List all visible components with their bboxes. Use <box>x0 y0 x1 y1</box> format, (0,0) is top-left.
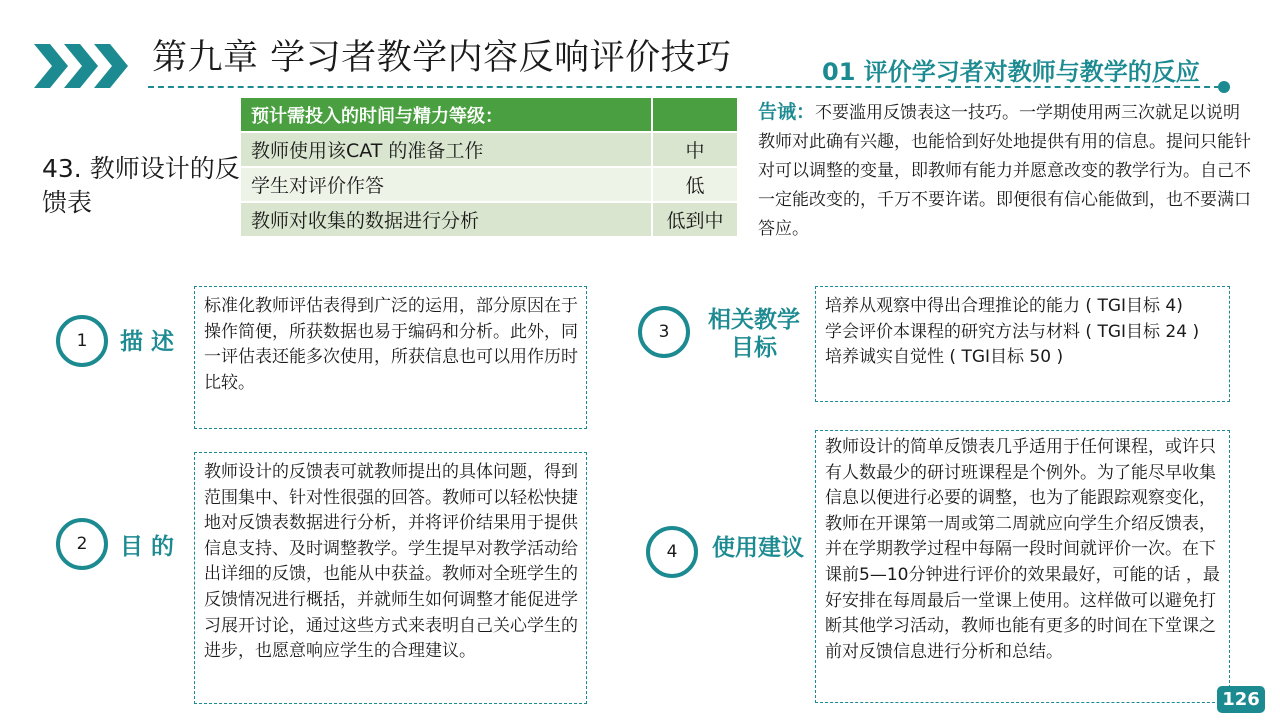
section-1-description-box: 标准化教师评估表得到广泛的运用，部分原因在于操作简便，所获数据也易于编码和分析。此外，同一评估表还能多次使用，所获信息也可以用作历时比较。 <box>194 286 587 429</box>
page-title: 第九章 学习者教学内容反响评价技巧 <box>152 38 732 78</box>
table-cell-level: 低 <box>652 167 738 202</box>
section-4-number: 4 <box>646 526 698 578</box>
table-cell-task: 教师使用该CAT 的准备工作 <box>240 132 652 167</box>
table-cell-task: 学生对评价作答 <box>240 167 652 202</box>
table-header-row <box>240 97 738 132</box>
table-cell-level: 低到中 <box>652 202 738 237</box>
section-4-usage-box: 教师设计的简单反馈表几乎适用于任何课程，或许只有人数最少的研讨班课程是个例外。为了能尽早收集信息以便进行必要的调整，也为了能跟踪观察变化，教师在开课第一周或第二周就应向学生介绍反馈表，并在学期教学过程中每隔一段时间就评价一次。在下课前5—10分钟进行评价的效果最好，可能的话 ，最好安排在每周最后一堂课上使用。这样做可以避免打断其他学习活动，教师也能有更多的时间在下堂课之前对反馈信息进行分析和总结。 <box>815 430 1230 703</box>
goal-item: 培养从观察中得出合理推论的能力 ( TGI目标 4) <box>825 296 1183 316</box>
section-1-label: 描 述 <box>120 329 175 355</box>
section-3-label <box>700 306 808 362</box>
page-number: 126 <box>1217 686 1265 713</box>
table-row <box>240 132 738 167</box>
table-cell-level: 中 <box>652 132 738 167</box>
triple-chevron-icon <box>34 44 130 88</box>
section-title: 01 评价学习者对教师与教学的反应 <box>822 58 1200 86</box>
effort-table <box>239 96 739 238</box>
goal-item: 培养诚实自觉性 ( TGI目标 50 ) <box>825 347 1064 368</box>
table-cell-task: 教师对收集的数据进行分析 <box>240 202 652 237</box>
section-3-label-line2: 目标 <box>731 335 777 361</box>
section-3-goals-box <box>815 286 1230 402</box>
section-2-purpose-box: 教师设计的反馈表可就教师提出的具体问题，得到范围集中、针对性很强的回答。教师可以轻松快捷地对反馈表数据进行分析，并将评价结果用于提供信息支持、及时调整教学。学生提早对教学活动给出详细的反馈，也能从中获益。教师对全班学生的反馈情况进行概括，并就师生如何调整才能促进学习展开讨论，通过这些方式来表明自己关心学生的进步，也愿意响应学生的合理建议。 <box>194 452 587 704</box>
table-header-label: 预计需投入的时间与精力等级： <box>240 97 652 132</box>
warning-text: 不要滥用反馈表这一技巧。一学期使用两三次就足以说明教师对此确有兴趣，也能恰到好处地提供有用的信息。提问只能针对可以调整的变量，即教师有能力并愿意改变的教学行为。自己不一定能改变的，千万不要许诺。即便很有信心能做到，也不要满口答应。 <box>758 103 1251 239</box>
section-3-label-line1: 相关教学 <box>708 307 800 333</box>
section-4-label: 使用建议 <box>712 535 804 561</box>
warning-note <box>758 98 1253 244</box>
section-1-number: 1 <box>56 315 108 367</box>
section-2-label: 目 的 <box>120 534 175 560</box>
table-header-level <box>652 97 738 132</box>
item-title: 43. 教师设计的反馈表 <box>42 154 240 217</box>
header-divider-dot <box>1218 81 1230 93</box>
goal-item: 学会评价本课程的研究方法与材料 ( TGI目标 24 ) <box>825 321 1200 342</box>
table-row <box>240 167 738 202</box>
table-row <box>240 202 738 237</box>
section-3-number: 3 <box>638 306 690 358</box>
section-2-number: 2 <box>56 518 108 570</box>
warning-label: 告诫： <box>758 101 816 123</box>
header-divider <box>148 86 1230 88</box>
